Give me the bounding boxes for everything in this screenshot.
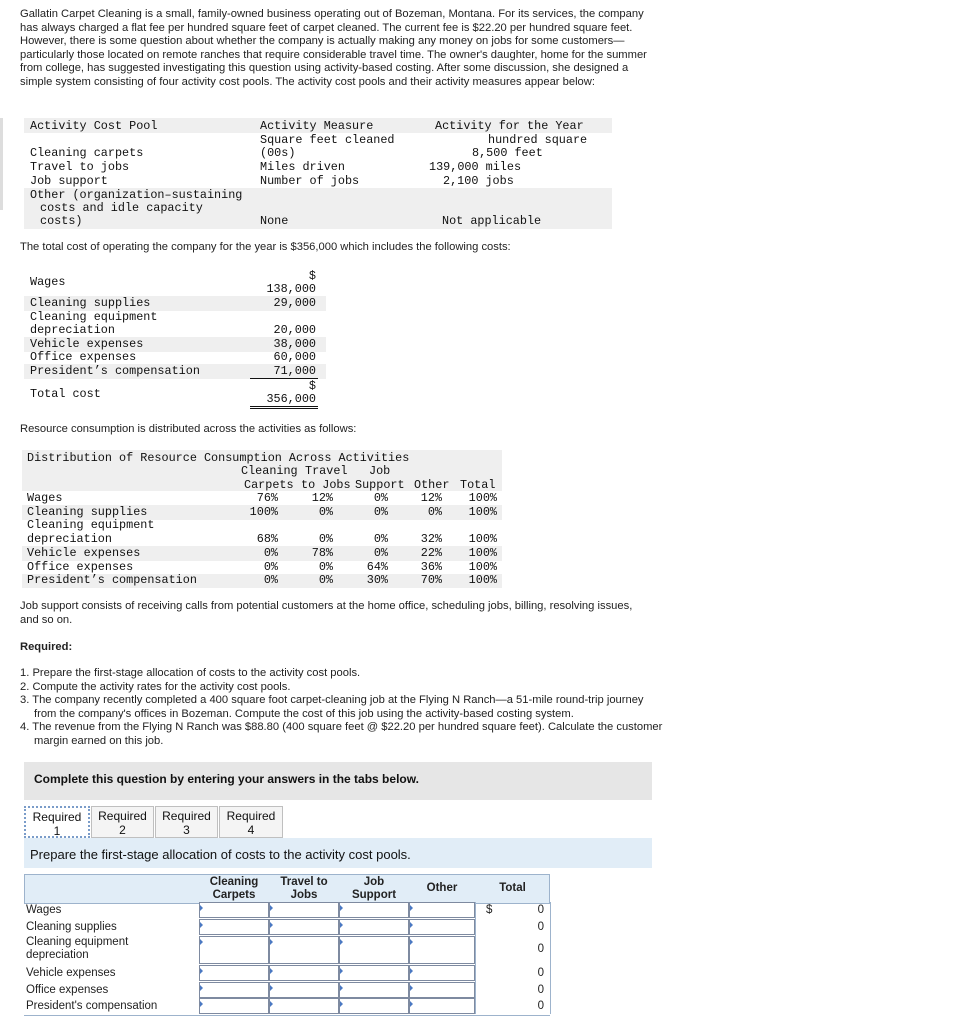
pools-measure-1a: Square feet cleaned (260, 133, 395, 147)
ans-label-equipment (26, 936, 128, 962)
required-item-2: 2. Compute the activity rates for the activity cost pools. (20, 680, 291, 693)
cost-dollar-wages: $ (308, 269, 316, 283)
dist-cell: 22% (420, 546, 442, 560)
tab-label: Required (226, 809, 276, 823)
pools-measure-1b: (00s) (260, 146, 296, 160)
pools-header-measure: Activity Measure (260, 119, 374, 133)
ans-head-cleaning-1: Cleaning (209, 876, 259, 888)
dist-label-supplies: Cleaning supplies (27, 505, 148, 519)
complete-banner-text: Complete this question by entering your answers in the tabs below. (34, 772, 419, 786)
dist-cell: 100% (468, 491, 497, 505)
required-heading: Required: (20, 641, 73, 653)
answer-table (24, 874, 550, 1024)
wages-travel-input[interactable] (269, 902, 339, 918)
dist-cell: 12% (420, 491, 442, 505)
dist-cell: 100% (468, 532, 497, 546)
cost-label-equip-2: depreciation (30, 323, 115, 337)
equipment-other-input[interactable] (409, 936, 475, 964)
pools-header-activity: Activity for the Year (435, 119, 584, 133)
ans-label-wages: Wages (26, 904, 62, 916)
total-cost-sentence: The total cost of operating the company for the year is $356,000 which includes the following costs: (20, 241, 511, 253)
dist-cell: 78% (311, 546, 333, 560)
wages-other-input[interactable] (409, 902, 475, 918)
cost-label-wages: Wages (30, 275, 66, 289)
dist-cell: 0% (318, 560, 333, 574)
president-total: 0 (537, 1000, 544, 1012)
intro-paragraph: Gallatin Carpet Cleaning is a small, family-owned business operating out of Bozeman, Montana. For its services, the company has always charged a flat fee per hundred square feet of carpet cleaned. The current fee is $22.20 per hundred square feet. However, there is some question about whether the company is actually making any money on jobs for some customers—particularly those located on remote ranches that require considerable travel time. The owner's daughter, home for the summer from college, has suggested investigating this question using activity-based costing. After some discussion, she designed a simple system consisting of four activity cost pools. The activity cost pools and their activity measures appear below: (20, 8, 647, 88)
supplies-travel-input[interactable] (269, 919, 339, 935)
required-item-3: 3. The company recently completed a 400 square foot carpet-cleaning job at the Flying N Ranch—a 51-mile round-trip journey from the company's offices in Bozeman. Compute the cost of this job using the activity-based costing system. (20, 694, 644, 720)
ans-head-other: Other (426, 882, 458, 894)
dist-cell: 70% (420, 573, 442, 587)
equipment-cleaning-input[interactable] (199, 936, 269, 964)
pools-pool-2: Travel to jobs (30, 160, 130, 174)
dist-head-travel: Travel (305, 464, 348, 478)
pools-activity-4: Not applicable (442, 214, 542, 228)
ans-label-office: Office expenses (26, 984, 109, 996)
costs-table (22, 268, 332, 408)
pools-pool-4a: Other (organization–sustaining (30, 188, 243, 202)
president-job-input[interactable] (339, 998, 409, 1014)
ans-dollar-sign: $ (486, 904, 493, 916)
dist-cell: 0% (373, 505, 388, 519)
cost-label-president: President’s compensation (30, 364, 200, 378)
distribution-table (22, 450, 504, 590)
required-item-1: 1. Prepare the first-stage allocation of costs to the activity cost pools. (20, 667, 361, 679)
cost-label-equip-1: Cleaning equipment (30, 310, 158, 324)
dist-head-carpets: Carpets (244, 478, 294, 492)
pools-activity-3: 2,100 jobs (443, 174, 514, 188)
cost-value-total: 356,000 (266, 392, 316, 406)
instruction-bar (24, 838, 652, 868)
tab-number: 3 (183, 823, 190, 837)
dist-cell: 32% (420, 532, 442, 546)
office-travel-input[interactable] (269, 982, 339, 998)
dist-cell: 0% (427, 505, 442, 519)
required-item-4: 4. The revenue from the Flying N Ranch was $88.80 (400 square feet @ $22.20 per hundred square feet). Calculate the customer margin earned on this job. (20, 721, 663, 747)
equipment-travel-input[interactable] (269, 936, 339, 964)
cost-value-equip: 20,000 (273, 323, 316, 337)
ans-label-equipment-2: depreciation (26, 949, 89, 961)
tab-number: 1 (53, 824, 61, 838)
office-other-input[interactable] (409, 982, 475, 998)
tab-required-4[interactable] (219, 806, 283, 838)
cost-value-supplies: 29,000 (273, 296, 316, 310)
dist-cell: 30% (366, 573, 388, 587)
cost-value-office: 60,000 (273, 350, 316, 364)
pools-activity-1a: hundred square (488, 133, 588, 147)
tab-number: 4 (247, 823, 255, 837)
dist-cell: 100% (468, 560, 497, 574)
dist-cell: 100% (249, 505, 278, 519)
dist-cell: 0% (373, 546, 388, 560)
cost-label-supplies: Cleaning supplies (30, 296, 151, 310)
tab-number: 2 (119, 823, 126, 837)
dist-head-support: Support (355, 478, 405, 492)
dist-cell: 100% (468, 505, 497, 519)
ans-head-travel-1: Travel to (280, 876, 328, 888)
dist-head-job: Job (369, 464, 391, 478)
equipment-total: 0 (537, 943, 544, 955)
activity-pools-table (22, 118, 612, 230)
instruction-text: Prepare the first-stage allocation of costs to the activity cost pools. (30, 847, 411, 862)
dist-head-other: Other (414, 478, 450, 492)
pools-measure-4: None (260, 214, 289, 228)
cost-dollar-total: $ (308, 379, 316, 393)
dist-cell: 0% (373, 532, 388, 546)
dist-cell: 100% (468, 573, 497, 587)
wages-job-input[interactable] (339, 902, 409, 918)
resource-sentence: Resource consumption is distributed across the activities as follows: (20, 423, 357, 435)
dist-label-equip-2: depreciation (27, 532, 112, 546)
pools-pool-3: Job support (30, 174, 108, 188)
president-other-input[interactable] (409, 998, 475, 1014)
dist-cell: 0% (373, 491, 388, 505)
ans-head-job-1: Job (363, 876, 385, 888)
vehicle-cleaning-input[interactable] (199, 965, 269, 981)
cost-label-total: Total cost (30, 387, 101, 401)
tab-label: Required (32, 810, 82, 824)
office-job-input[interactable] (339, 982, 409, 998)
wages-total: 0 (537, 904, 544, 916)
president-cleaning-input[interactable] (199, 998, 269, 1014)
ans-head-total: Total (499, 882, 526, 894)
dist-cell: 0% (318, 532, 333, 546)
dist-cell: 0% (263, 560, 278, 574)
supplies-total: 0 (537, 921, 544, 933)
tab-label: Required (162, 809, 211, 823)
pools-pool-4c: costs) (40, 214, 83, 228)
pools-measure-3: Number of jobs (260, 174, 360, 188)
supplies-other-input[interactable] (409, 919, 475, 935)
distribution-title: Distribution of Resource Consumption Across Activities (27, 451, 410, 465)
pools-activity-2: 139,000 miles (429, 160, 522, 174)
required-list (20, 667, 665, 748)
tab-required-1[interactable] (24, 806, 90, 838)
dist-label-president: President’s compensation (27, 573, 197, 587)
pools-header-pool: Activity Cost Pool (30, 119, 158, 133)
dist-cell: 100% (468, 546, 497, 560)
ans-head-cleaning-2: Carpets (212, 889, 256, 901)
dist-head-tojobs: to Jobs (301, 478, 351, 492)
cost-label-vehicle: Vehicle expenses (30, 337, 144, 351)
cost-total-rule (250, 406, 318, 409)
dist-cell: 0% (263, 573, 278, 587)
ans-head-job-2: Support (351, 889, 397, 901)
equipment-job-input[interactable] (339, 936, 409, 964)
tab-label: Required (98, 809, 147, 823)
cost-value-president: 71,000 (273, 364, 316, 378)
ans-label-equipment-1: Cleaning equipment (26, 936, 129, 948)
dist-label-vehicle: Vehicle expenses (27, 546, 141, 560)
tab-required-3[interactable] (155, 806, 218, 838)
cost-value-wages: 138,000 (266, 282, 316, 296)
pools-measure-2: Miles driven (260, 160, 345, 174)
dist-cell: 68% (256, 532, 278, 546)
dist-cell: 0% (263, 546, 278, 560)
dist-head-total: Total (460, 478, 496, 492)
tab-required-2[interactable] (91, 806, 154, 838)
office-cleaning-input[interactable] (199, 982, 269, 998)
dist-cell: 76% (256, 491, 278, 505)
vehicle-other-input[interactable] (409, 965, 475, 981)
ans-label-vehicle: Vehicle expenses (26, 967, 116, 979)
ans-label-president: President's compensation (26, 1000, 158, 1012)
dist-cell: 36% (420, 560, 442, 574)
dist-label-equip-1: Cleaning equipment (27, 518, 155, 532)
dist-cell: 64% (366, 560, 388, 574)
dist-cell: 0% (318, 505, 333, 519)
office-total: 0 (537, 984, 544, 996)
dist-label-office: Office expenses (27, 560, 134, 574)
president-travel-input[interactable] (269, 998, 339, 1014)
dist-cell: 0% (318, 573, 333, 587)
job-support-note: Job support consists of receiving calls from potential customers at the home office, scheduling jobs, billing, resolving issues, and so on. (20, 600, 633, 626)
vehicle-job-input[interactable] (339, 965, 409, 981)
wages-cleaning-input[interactable] (199, 902, 269, 918)
ans-label-supplies: Cleaning supplies (26, 921, 117, 933)
complete-banner (24, 762, 652, 800)
dist-label-wages: Wages (27, 491, 63, 505)
supplies-job-input[interactable] (339, 919, 409, 935)
pools-activity-1b: 8,500 feet (472, 146, 543, 160)
ans-head-travel-2: Jobs (290, 889, 318, 901)
vehicle-total: 0 (537, 967, 544, 979)
dist-cell: 12% (311, 491, 333, 505)
supplies-cleaning-input[interactable] (199, 919, 269, 935)
cost-value-vehicle: 38,000 (273, 337, 316, 351)
vehicle-travel-input[interactable] (269, 965, 339, 981)
pools-pool-1: Cleaning carpets (30, 146, 144, 160)
pools-pool-4b: costs and idle capacity (40, 201, 203, 215)
dist-head-cleaning: Cleaning (241, 464, 298, 478)
cost-label-office: Office expenses (30, 350, 137, 364)
